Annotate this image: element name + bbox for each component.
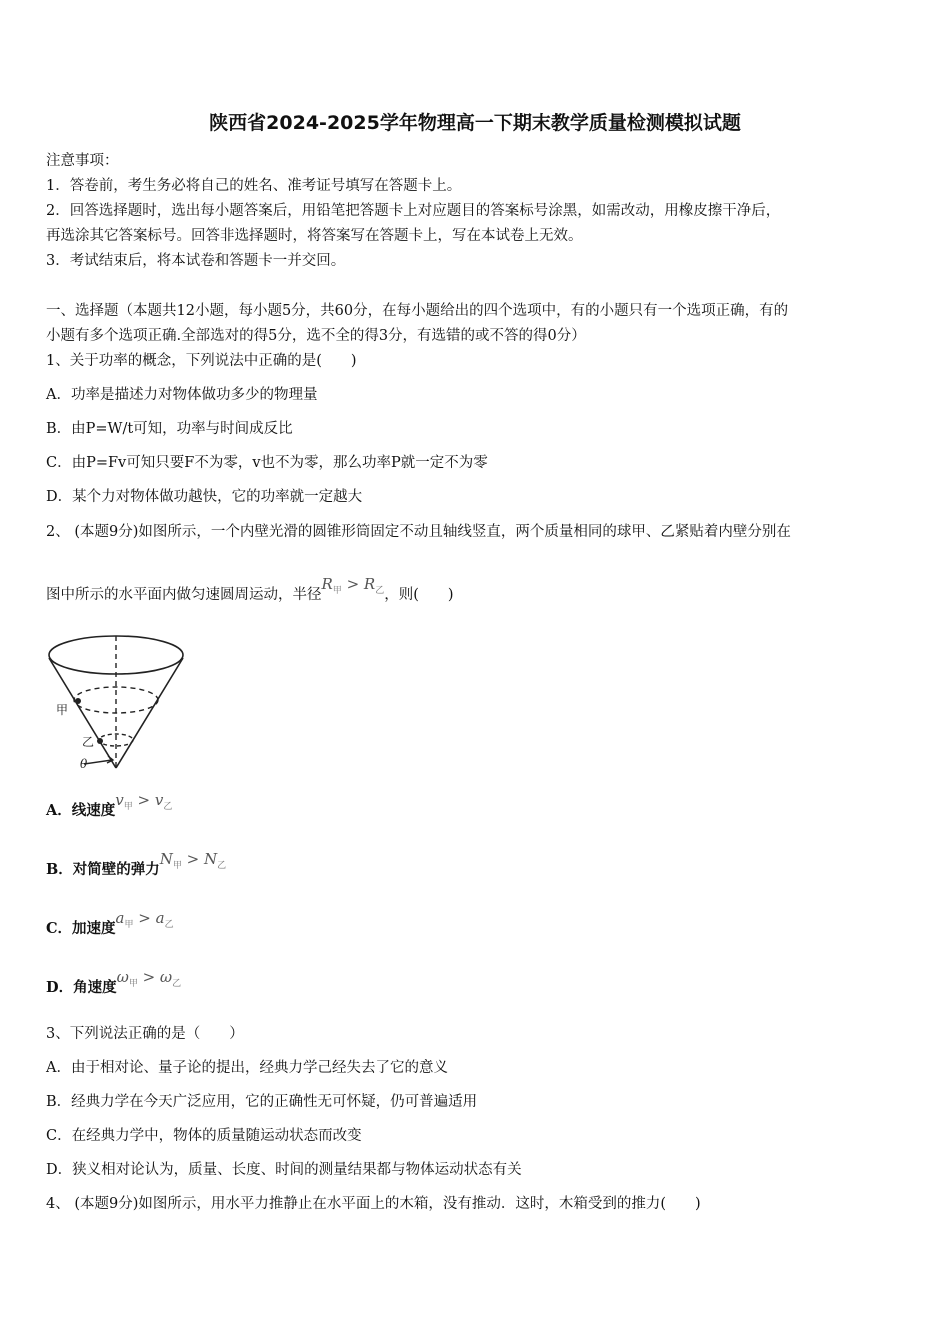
q2-option-b xyxy=(46,850,227,885)
ball-jia xyxy=(75,698,81,704)
q3-stem: 3、下列说法正确的是（ ） xyxy=(46,1026,244,1042)
q1-option-d: D．某个力对物体做功越快，它的功率就一定越大 xyxy=(46,489,363,505)
q2-stem-line2 xyxy=(46,575,454,610)
label-theta: θ xyxy=(80,757,88,771)
q2-option-c xyxy=(46,909,174,944)
q3-option-a: A．由于相对论、量子论的提出，经典力学己经失去了它的意义 xyxy=(46,1060,448,1076)
q1-option-b: B．由P=W/t可知，功率与时间成反比 xyxy=(46,421,293,437)
q2-option-a xyxy=(46,791,173,826)
q2-stem-pre: 图中所示的水平面内做匀速圆周运动，半径 xyxy=(46,587,322,603)
q3-option-d: D．狭义相对论认为，质量、长度、时间的测量结果都与物体运动状态有关 xyxy=(46,1162,522,1178)
q3-option-c: C．在经典力学中，物体的质量随运动状态而改变 xyxy=(46,1128,362,1144)
label-yi: 乙 xyxy=(82,735,95,749)
cone-figure xyxy=(44,628,194,778)
q2-option-b-label: B．对简壁的弹力 xyxy=(46,861,160,878)
page-title: 陕西省2024-2025学年物理高一下期末教学质量检测模拟试题 xyxy=(209,112,741,134)
q1-stem: 1、关于功率的概念，下列说法中正确的是( ) xyxy=(46,353,357,369)
q2-option-a-math: $v_甲 > v_乙$ xyxy=(115,791,173,812)
q2-stem-post: ，则( ) xyxy=(384,587,454,603)
q3-option-b: B．经典力学在今天广泛应用，它的正确性无可怀疑，仍可普遍适用 xyxy=(46,1094,478,1110)
notice-item-3: 3．考试结束后，将本试卷和答题卡一并交回。 xyxy=(46,253,346,269)
q2-option-c-math: $a_甲 > a_乙$ xyxy=(115,909,174,930)
q2-radius-relation: $R_甲 > R_乙$ xyxy=(321,575,385,596)
notice-item-2: 2．回答选择题时，选出每小题答案后，用铅笔把答题卡上对应题目的答案标号涂黑，如需改动，用橡皮擦干净后， xyxy=(46,203,781,219)
q4-stem: 4、 (本题9分)如图所示，用水平力推静止在水平面上的木箱，没有推动．这时，木箱受到的推力( ) xyxy=(46,1196,701,1212)
ball-yi xyxy=(97,738,103,744)
q2-option-d-math: $\omega_甲 > \omega_乙$ xyxy=(116,968,182,989)
q2-option-b-math: $N_甲 > N_乙$ xyxy=(159,850,227,871)
notice-item-1: 1．答卷前，考生务必将自己的姓名、准考证号填写在答题卡上。 xyxy=(46,178,462,194)
q1-option-c: C．由P=Fv可知只要F不为零，v也不为零，那么功率P就一定不为零 xyxy=(46,455,488,471)
label-jia: 甲 xyxy=(56,703,69,717)
q2-option-c-label: C．加速度 xyxy=(46,920,116,937)
q1-option-a: A．功率是描述力对物体做功多少的物理量 xyxy=(46,387,318,403)
q2-option-a-label: A．线速度 xyxy=(46,802,116,819)
q2-option-d-label: D．角速度 xyxy=(46,979,117,996)
notice-item-2-cont: 再选涂其它答案标号。回答非选择题时，将答案写在答题卡上，写在本试卷上无效。 xyxy=(46,228,583,244)
q2-stem-line1: 2、 (本题9分)如图所示，一个内壁光滑的圆锥形筒固定不动且轴线竖直，两个质量相同的球甲、乙紧贴着内壁分别在 xyxy=(46,524,791,540)
section-heading-cont: 小题有多个选项正确.全部选对的得5分，选不全的得3分，有选错的或不答的得0分） xyxy=(46,328,586,344)
section-heading: 一、选择题（本题共12小题，每小题5分，共60分，在每小题给出的四个选项中，有的小题只有一个选项正确，有的 xyxy=(46,303,789,319)
notice-heading: 注意事项： xyxy=(46,153,119,169)
q2-option-d xyxy=(46,968,182,1003)
